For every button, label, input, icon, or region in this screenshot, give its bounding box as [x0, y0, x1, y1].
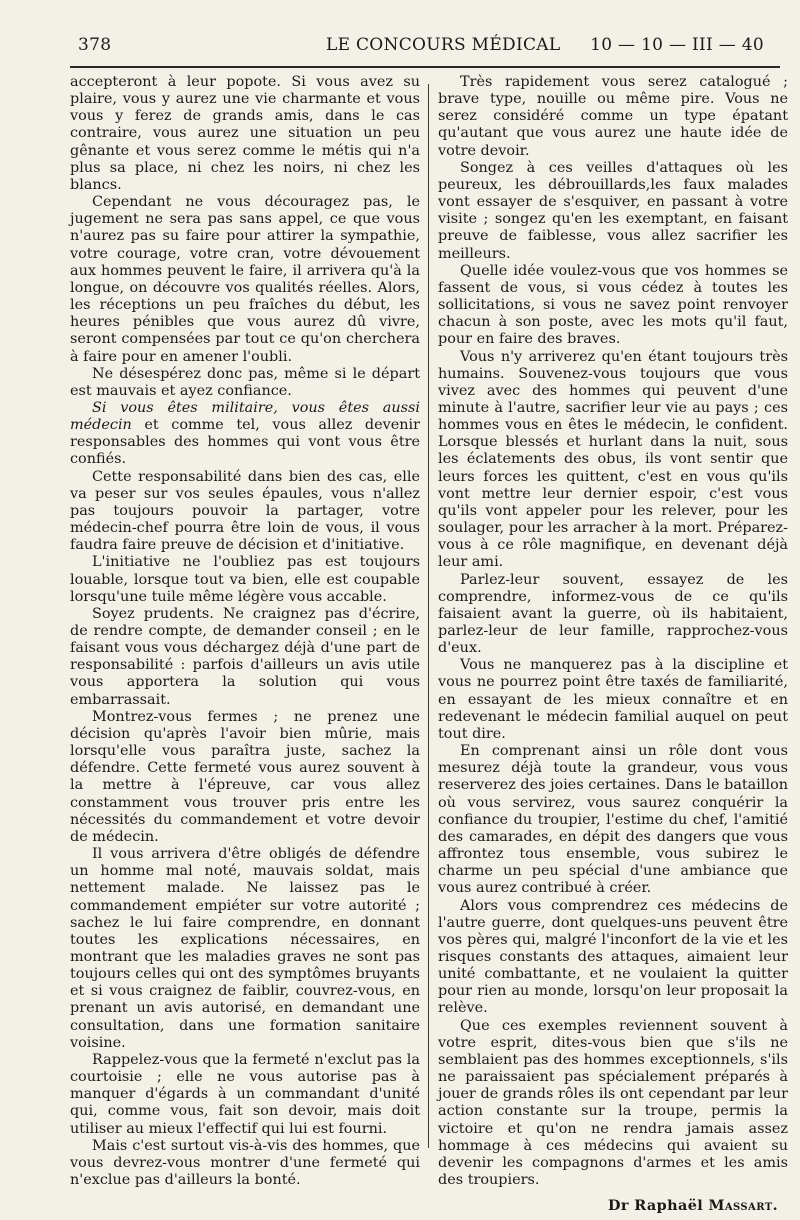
paragraph: accepteront à leur popote. Si vous avez su plaire, vous y aurez une vie charmante et vous vous y ferez de grands amis, dans le cas contraire, vous aurez une situation un peu gênante et vous serez comme le métis qui n'a plus sa place, ni chez les noirs, ni chez les blancs.: [70, 74, 420, 193]
right-column: [438, 74, 788, 1214]
paragraph: Vous n'y arriverez qu'en étant toujours très humains. Souvenez-vous toujours que vous vivez avec des hommes qui peuvent d'une minute à l'autre, sacrifier leur vie au pays ; ces hommes vous en êtes le médecin, le confident. Lorsque blessés et hurlant dans la nuit, sous les éclatements des obus, ils vont sentir que leurs forces les quittent, c'est en vous qu'ils vont mettre leur dernier espoir, c'est vous qu'ils vont appeler pour les relever, pour les soulager, pour les arracher à la mort. Préparez-vous à ce rôle magnifique, en devenant déjà leur ami.: [438, 348, 788, 571]
journal-title: LE CONCOURS MÉDICAL: [326, 35, 561, 55]
paragraph: Rappelez-vous que la fermeté n'exclut pas la courtoisie ; elle ne vous autorise pas à manquer d'égards à un commandant d'unité qui, comme vous, fait son devoir, mais doit utiliser au mieux l'effectif qui lui est fourni.: [70, 1051, 420, 1137]
paragraph: L'initiative ne l'oubliez pas est toujours louable, lorsque tout va bien, elle est coupable lorsqu'une tuile même légère vous accable.: [70, 554, 420, 605]
paragraph: Vous ne manquerez pas à la discipline et vous ne pourrez point être taxés de familiarité, en essayant de les mieux connaître et en redevenant le médecin familial auquel on peut tout dire.: [438, 657, 788, 742]
paragraph: Parlez-leur souvent, essayez de les comprendre, informez-vous de ce qu'ils faisaient avant la guerre, où ils habitaient, parlez-leur de leur famille, rapprochez-vous d'eux.: [438, 571, 788, 657]
paragraph: Cette responsabilité dans bien des cas, elle va peser sur vos seules épaules, vous n'allez pas toujours pouvoir la partager, votre médecin-chef pourra être loin de vous, il vous faudra faire preuve de décision et d'initiative.: [70, 468, 420, 554]
page-header: [78, 30, 768, 60]
paragraph: Cependant ne vous découragez pas, le jugement ne sera pas sans appel, ce que vous n'aurez pas su faire pour attirer la sympathie, votre courage, votre cran, votre dévouement aux hommes peuvent le faire, il arrivera qu'à la longue, on découvre vos qualités réelles. Alors, les réceptions un peu fraîches du début, les heures pénibles que vous aurez dû vivre, seront compensées par tout ce qu'on cherchera à faire pour en amener l'oubli.: [70, 194, 420, 365]
paragraph: Il vous arrivera d'être obligés de défendre un homme mal noté, mauvais soldat, mais nettement malade. Ne laissez pas le commandement empiéter sur votre autorité ; sachez le lui faire comprendre, en donnant toutes les explications nécessaires, en montrant que les maladies graves ne sont pas toujours celles qui ont des symptômes bruyants et si vous craignez de faiblir, couvrez-vous, en prenant un avis autorisé, en demandant une consultation, dans une formation sanitaire voisine.: [70, 846, 420, 1051]
page-number: 378: [78, 35, 112, 55]
italic-phrase: Si vous êtes militaire, vous êtes aussi médecin: [70, 399, 420, 434]
paragraph: Quelle idée voulez-vous que vos hommes se fassent de vous, si vous cédez à toutes les sollicitations, si vous ne savez point renvoyer chacun à son poste, avec les mots qu'il faut, pour en faire des braves.: [438, 262, 788, 348]
signature-prefix: Dr Raphaël: [607, 1197, 709, 1215]
paragraph: Alors vous comprendrez ces médecins de l'autre guerre, dont quelques-uns peuvent être vos pères qui, malgré l'inconfort de la vie et les risques constants des attaques, aimaient leur unité combattante, et ne voulaient la quitter pour rien au monde, lorsqu'on leur proposait la relève.: [438, 897, 788, 1017]
issue-date: 10 — 10 — III — 40: [590, 35, 764, 55]
paragraph: Soyez prudents. Ne craignez pas d'écrire, de rendre compte, de demander conseil ; en le faisant vous vous déchargez déjà d'une part de responsabilité : parfois d'ailleurs un avis utile vous apportera la solution qui vous embarrassait.: [70, 605, 420, 708]
header-rule: [70, 66, 780, 68]
paragraph: [70, 400, 420, 469]
paragraph-rest: et comme tel, vous allez devenir responsables des hommes qui vont vous être confiés.: [70, 417, 420, 468]
paragraph: Montrez-vous fermes ; ne prenez une décision qu'après l'avoir bien mûrie, mais lorsqu'elle vous paraîtra juste, sachez la défendre. Cette fermeté vous aurez souvent à la mettre à l'épreuve, car vous allez constamment vous trouver pris entre les nécessités du commandement et votre devoir de médecin.: [70, 708, 420, 845]
paragraph: En comprenant ainsi un rôle dont vous mesurez déjà toute la grandeur, vous vous reserverez des joies certaines. Dans le bataillon où vous servirez, vous saurez conquérir la confiance du troupier, l'estime du chef, l'amitié des camarades, en dépit des dangers que vous affrontez tous ensemble, vous subirez le charme un peu spécial d'une ambiance que vous aurez contribué à créer.: [438, 743, 788, 897]
paragraph: Très rapidement vous serez catalogué ; brave type, nouille ou même pire. Vous ne serez considéré comme un type épatant qu'autant que vous aurez une haute idée de votre devoir.: [438, 74, 788, 159]
column-divider: [428, 84, 429, 1148]
signature-name: Massart.: [708, 1197, 778, 1215]
paragraph: Mais c'est surtout vis-à-vis des hommes, que vous devrez-vous montrer d'une fermeté qui n'exclue pas d'ailleurs la bonté.: [70, 1137, 420, 1188]
left-column: [70, 74, 420, 1189]
author-signature: [438, 1197, 788, 1214]
paragraph: Ne désespérez donc pas, même si le départ est mauvais et ayez confiance.: [70, 365, 420, 399]
paragraph: Que ces exemples reviennent souvent à votre esprit, dites-vous bien que s'ils ne semblaient pas des hommes exceptionnels, s'ils ne paraissaient pas spécialement préparés à jouer de grands rôles ils ont cependant par leur action constante sur la troupe, permis la victoire et qu'on ne rendra jamais assez hommage à ces médecins qui avaient su devenir les compagnons d'armes et les amis des troupiers.: [438, 1017, 788, 1188]
paragraph: Songez à ces veilles d'attaques où les peureux, les débrouillards,les faux malades vont essayer de s'esquiver, en passant à votre visite ; songez qu'en les exemptant, en faisant preuve de faiblesse, vous allez sacrifier les meilleurs.: [438, 159, 788, 262]
